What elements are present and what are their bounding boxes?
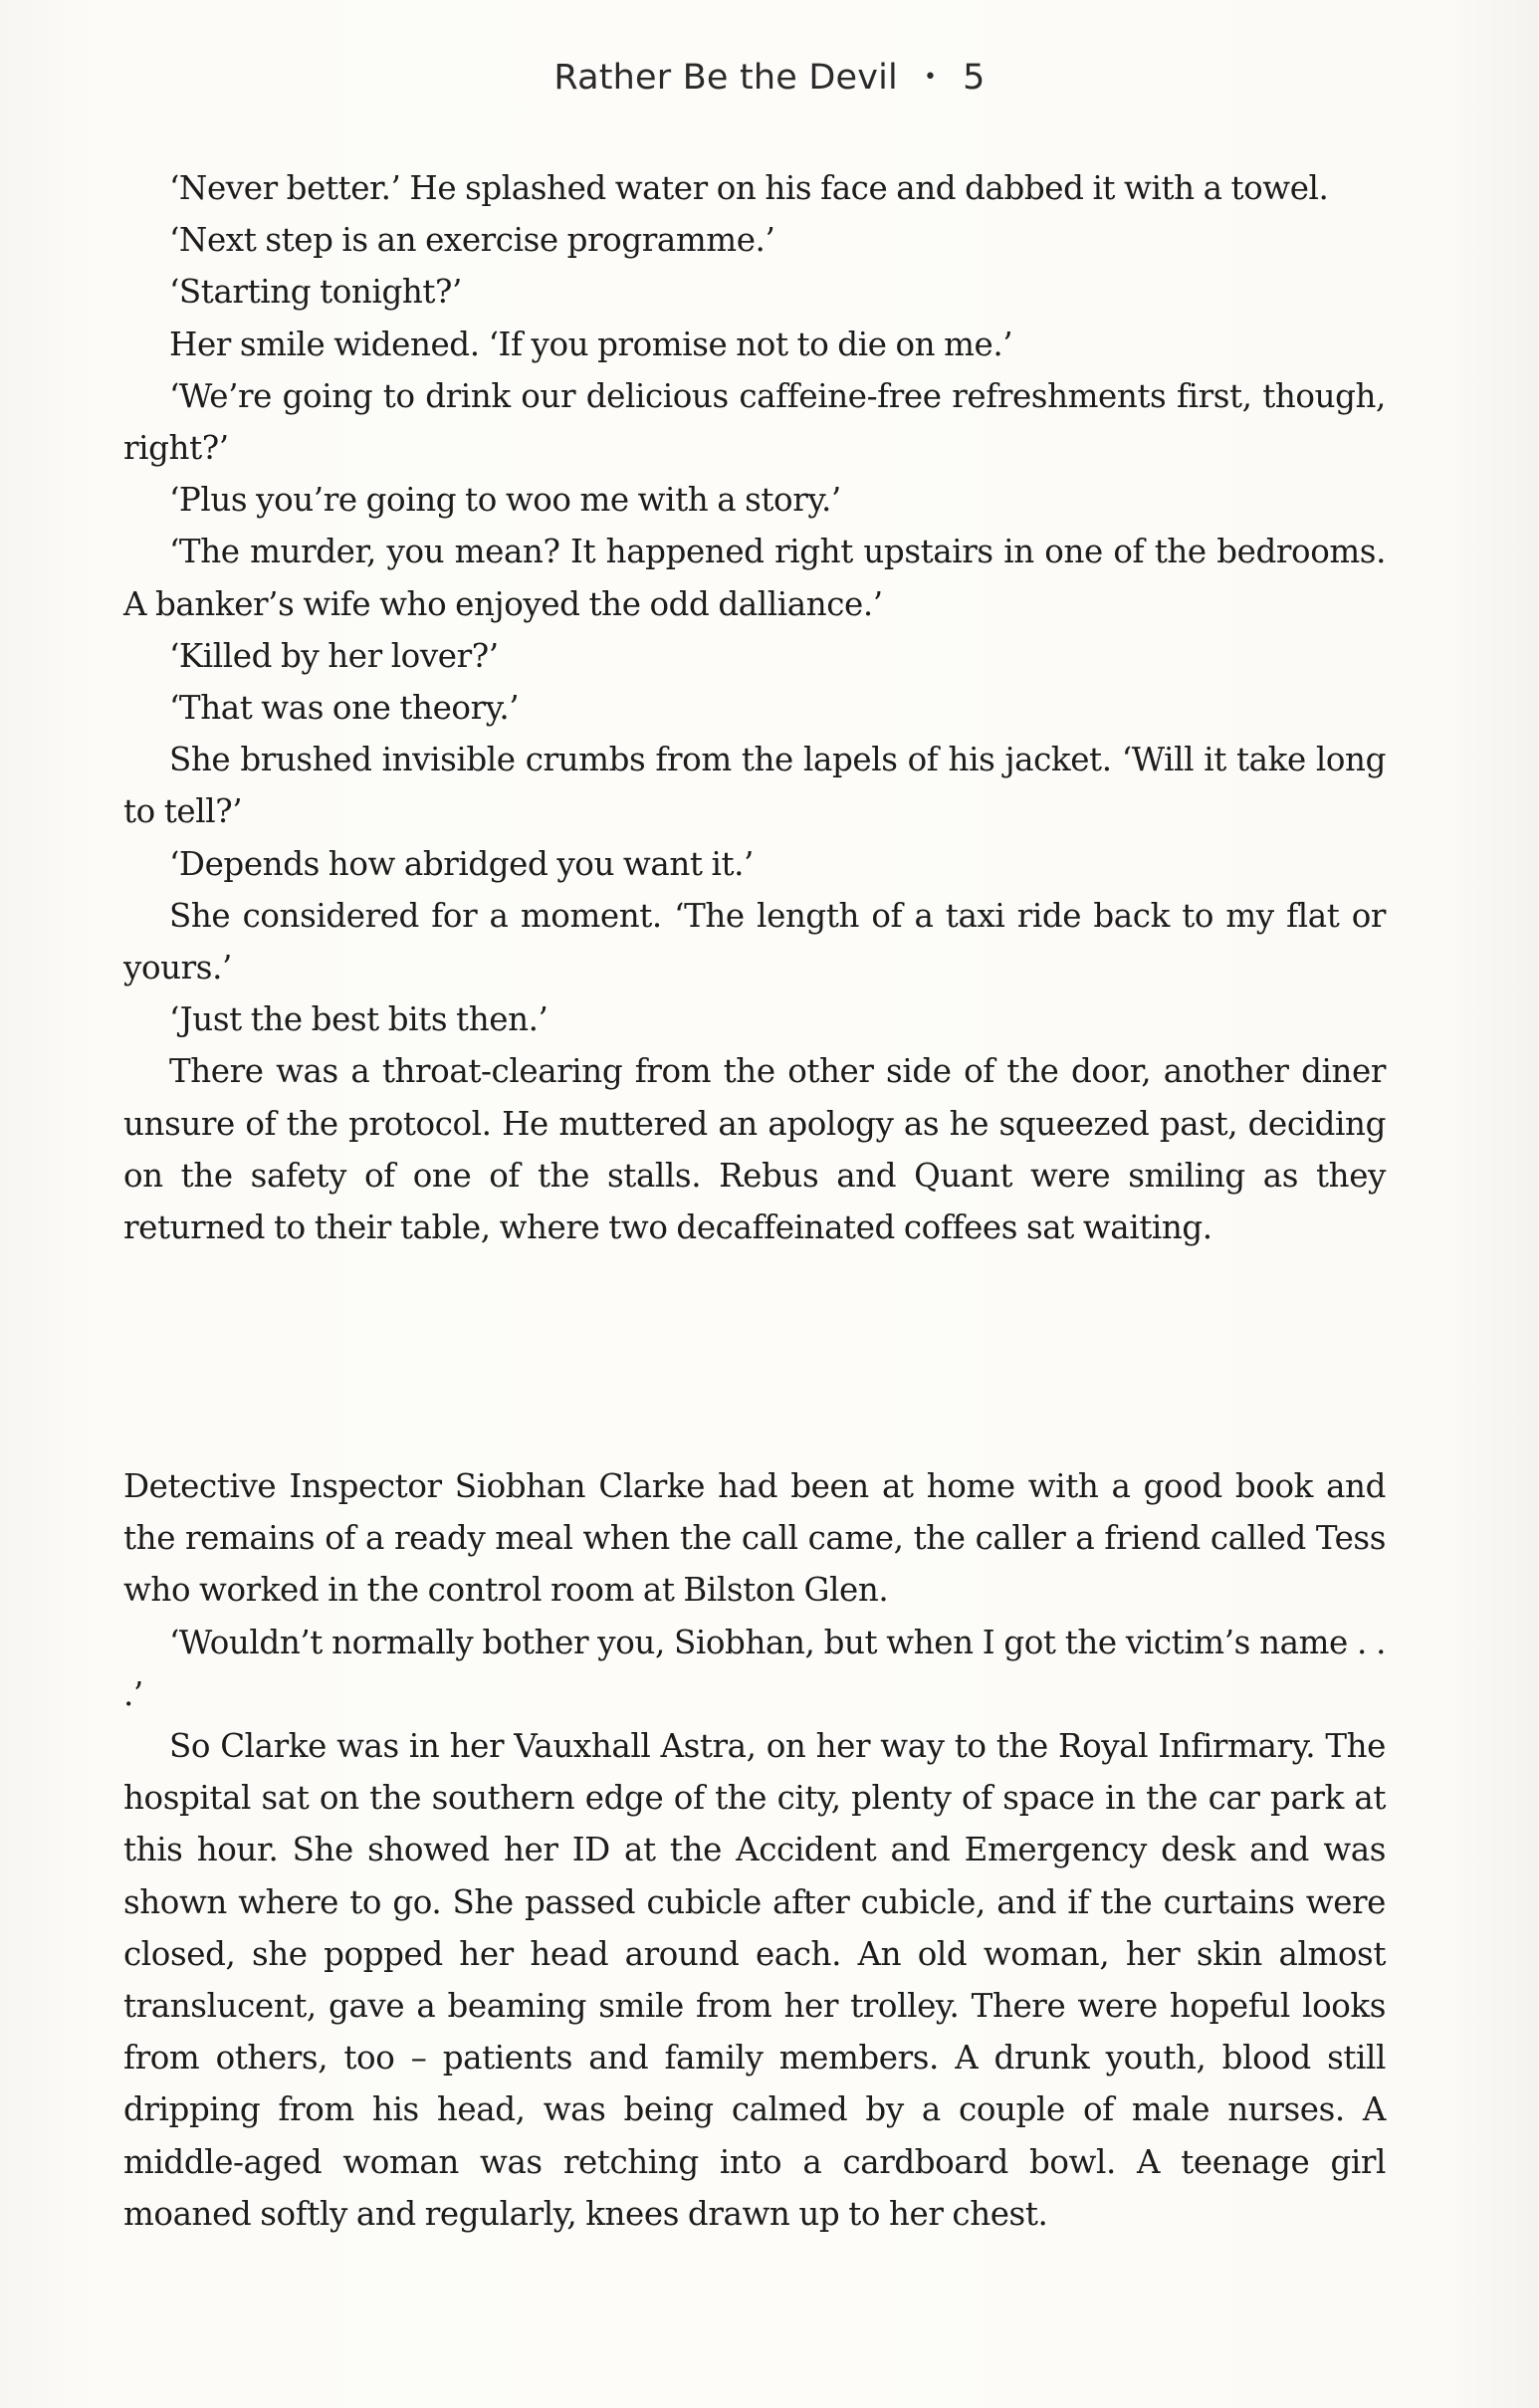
- book-title: Rather Be the Devil: [553, 58, 898, 98]
- paragraph: ‘The murder, you mean? It happened right upstairs in one of the bedrooms. A banker’s wife who enjoyed the odd dalliance.’: [123, 533, 1386, 623]
- paragraph: So Clarke was in her Vauxhall Astra, on her way to the Royal Infirmary. The hospital sat on the southern edge of the city, plenty of space in the car park at this hour. She showed her ID at the Accident and Emergency desk and was shown where to go. She passed cubicle after cubicle, and if the curtains were closed, she popped her head around each. An old woman, her skin almost translucent, gave a beaming smile from her trolley. There were hopeful looks from others, too – patients and family members. A drunk youth, blood still dripping from his head, was being calmed by a couple of male nurses. A middle-aged woman was retching into a cardboard bowl. A teenage girl moaned softly and regularly, knees drawn up to her chest.: [123, 1727, 1386, 2233]
- page-number: 5: [963, 58, 986, 98]
- section-1-text: [123, 162, 1386, 1253]
- paragraph: Her smile widened. ‘If you promise not to die on me.’: [169, 325, 1013, 363]
- paragraph: She considered for a moment. ‘The length of a taxi ride back to my flat or yours.’: [123, 896, 1386, 987]
- paragraph: ‘Starting tonight?’: [169, 273, 462, 312]
- paragraph: There was a throat-clearing from the other side of the door, another diner unsure of the protocol. He muttered an apology as he squeezed past, deciding on the safety of one of the stalls. Rebus and Quant were smiling as they returned to their table, where two decaffeinated coffees sat waiting.: [123, 1052, 1386, 1247]
- section-2-text: [123, 1460, 1386, 2240]
- paragraph: ‘Depends how abridged you want it.’: [169, 844, 754, 883]
- paragraph: ‘Plus you’re going to woo me with a story.’: [169, 481, 841, 520]
- paragraph: ‘We’re going to drink our delicious caffeine-free refreshments first, though, right?’: [123, 376, 1386, 468]
- separator-bullet: •: [923, 65, 938, 90]
- paragraph: ‘Next step is an exercise programme.’: [169, 221, 775, 260]
- paragraph: ‘That was one theory.’: [169, 689, 520, 728]
- paragraph: She brushed invisible crumbs from the lapels of his jacket. ‘Will it take long to tell?’: [123, 741, 1386, 831]
- paragraph: ‘Never better.’ He splashed water on his face and dabbed it with a towel.: [169, 169, 1329, 207]
- paragraph: ‘Just the best bits then.’: [169, 1000, 549, 1039]
- running-head: [0, 58, 1539, 98]
- paragraph: ‘Wouldn’t normally bother you, Siobhan, but when I got the victim’s name . . .’: [123, 1623, 1386, 1713]
- paragraph: ‘Killed by her lover?’: [169, 636, 499, 675]
- section-opening-paragraph: Detective Inspector Siobhan Clarke had been at home with a good book and the remains of a ready meal when the call came, the caller a friend called Tess who worked in the control room at Bilston Glen.: [123, 1467, 1386, 1610]
